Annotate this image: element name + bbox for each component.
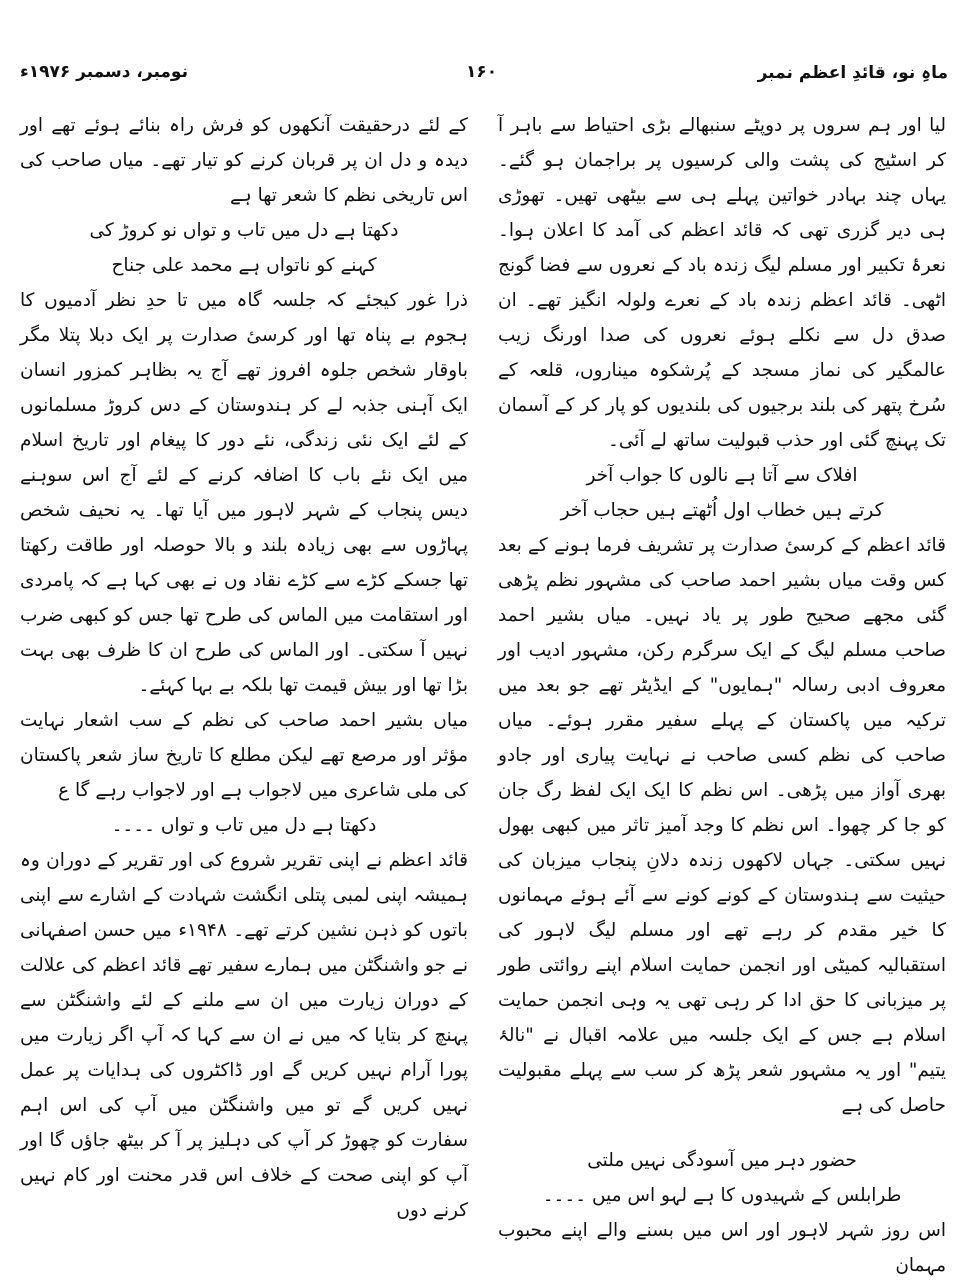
verse-line: دکھتا ہے دل میں تاب و تواں نو کروڑ کی xyxy=(89,220,399,241)
verse-line: کرتے ہیں خطاب اول اُٹھتے ہیں حجاب آخر xyxy=(560,500,884,521)
verse-line: دکھتا ہے دل میں تاب و تواں ۔۔۔۔ xyxy=(111,815,377,836)
paragraph: کے لئے درحقیقت آنکھوں کو فرش راہ بنائے ہوئے تھے اور دیدہ و دل ان پر قربان کرنے کو تیار تھے۔ میاں صاحب کی اس تاریخی نظم کا شعر تھا ہے xyxy=(20,115,468,206)
verse-line: حضور دہر میں آسودگی نہیں ملتی xyxy=(587,1150,857,1171)
page-number: ۱۶۰ xyxy=(466,62,498,82)
paragraph: قائد اعظم کے کرسیٔ صدارت پر تشریف فرما ہونے کے بعد کس وقت میاں بشیر احمد صاحب کی مشہور نظم پڑھی گئی مجھے صحیح طور پر یاد نہیں۔ میاں بشیر احمد صاحب مسلم لیگ کے ایک سرگرم رکن، مشہور ادیب اور معروف ادبی رسالہ "ہمایوں" کے ایڈیٹر تھے جو بعد میں ترکیہ میں پاکستان کے پہلے سفیر مقرر ہوئے۔ میاں صاحب کی نظم کسی صاحب نے نہایت پیاری اور جادو بھری آواز میں پڑھی۔ اس نظم کا ایک ایک لفظ رگ جان کو جا کر چھوا۔ اس نظم کا وجد آمیز تاثر میں کبھی بھول نہیں سکتی۔ جہاں لاکھوں زندہ دلانِ پنجاب میزبان کی حیثیت سے ہندوستان کے کونے کونے سے آئے ہوئے مہمانوں کا خیر مقدم کر رہے تھے اور مسلم لیگ لاہور کی استقبالیہ کمیٹی اور انجمن حمایت اسلام اپنے روائتی طور پر میزبانی کا حق ادا کر رہی تھی یہ وہی انجمن حمایت اسلام ہے جس کے ایک جلسہ میں علامہ اقبال نے "نالۂ یتیم" اور یہ مشہور شعر پڑھ کر سب سے پہلے مقبولیت حاصل کی ہے xyxy=(498,535,946,1116)
right-column xyxy=(498,108,946,1283)
verse-line: طرابلس کے شہیدوں کا ہے لہو اس میں ۔۔۔۔ xyxy=(542,1185,902,1206)
paragraph: اس روز شہر لاہور اور اس میں بسنے والے اپنے محبوب مہمان xyxy=(498,1220,946,1276)
paragraph: قائد اعظم نے اپنی تقریر شروع کی اور تقریر کے دوران وہ ہمیشہ اپنی لمبی پتلی انگشت شہادت کے اشارے سے اپنی باتوں کو ذہن نشین کرتے تھے۔ ۱۹۴۸ء میں حسن اصفہانی نے جو واشنگٹن میں ہمارے سفیر تھے قائد اعظم کی علالت کے دوران زیارت میں ان سے ملنے کے لئے واشنگٹن سے پہنچ کر بتایا کہ میں نے ان سے کہا کہ آپ اگر زیارت میں پورا آرام نہیں کریں گے اور ڈاکٹروں کی ہدایات پر عمل نہیں کریں گے تو میں واشنگٹن میں آپ کی اس اہم سفارت کو چھوڑ کر آپ کی دہلیز پر آ کر بیٹھ جاؤں گا اور آپ کو اپنی صحت کے خلاف اس قدر محنت اور کام نہیں کرنے دوں xyxy=(20,850,468,1221)
verse-line: کہنے کو ناتواں ہے محمد علی جناح xyxy=(111,255,377,276)
paragraph: میاں بشیر احمد صاحب کی نظم کے سب اشعار نہایت مؤثر اور مرصع تھے لیکن مطلع کا تاریخ ساز شعر پاکستان کی ملی شاعری میں لاجواب ہے اور لاجواب رہے گا ع xyxy=(20,710,468,801)
running-title: ماہِ نو، قائدِ اعظم نمبر xyxy=(757,63,948,83)
paragraph: ذرا غور کیجئے کہ جلسہ گاہ میں تا حدِ نظر آدمیوں کا ہجوم بے پناہ تھا اور کرسیٔ صدارت پر ایک دبلا پتلا مگر باوقار شخص جلوہ افروز تھے آج یہ بظاہر کمزور انسان ایک آہنی جذبہ لے کر ہندوستان کے دس کروڑ مسلمانوں کے لئے ایک نئی زندگی، نئے دور کا پیغام اور تاریخ اسلام میں ایک نئے باب کا اضافہ کرنے کے لئے آج اس سوہنے دیس پنجاب کے شہر لاہور میں آیا تھا۔ یہ نحیف شخص پہاڑوں سے بھی زیادہ بلند و بالا حوصلہ اور طاقت رکھتا تھا جسکے کڑے سے کڑے نقاد وں نے بھی کہا ہے کہ پامردی اور استقامت میں الماس کی طرح تھا جس کو کبھی ضرب نہیں آ سکتی۔ اور الماس کی طرح ان کا ظرف بھی بہت بڑا تھا اور بیش قیمت تھا بلکہ بے بہا کہئے۔ xyxy=(20,290,468,696)
paragraph: لیا اور ہم سروں پر دوپٹے سنبھالے بڑی احتیاط سے باہر آ کر اسٹیج کی پشت والی کرسیوں پر براجمان ہو گئے۔ یہاں چند بہادر خواتین پہلے ہی سے بیٹھی تھیں۔ تھوڑی ہی دیر گزری تھی کہ قائد اعظم کی آمد کا اعلان ہوا۔ نعرۂ تکبیر اور مسلم لیگ زندہ باد کے نعروں سے فضا گونج اٹھی۔ قائد اعظم زندہ باد کے نعرے ولولہ انگیز تھے۔ ان صدق دل سے نکلے ہوئے نعروں کی صدا اورنگ زیب عالمگیر کی نماز مسجد کے پُرشکوہ میناروں، قلعہ کے سُرخ پتھر کی بلند برجیوں کی بلندیوں کو پار کر کے آسمان تک پہنچ گئی اور حذب قبولیت ساتھ لے آئی۔ xyxy=(498,115,946,451)
left-column xyxy=(20,108,468,1228)
issue-date: نومبر، دسمبر ۱۹۷۶ء xyxy=(20,62,188,82)
verse-line: افلاک سے آتا ہے نالوں کا جواب آخر xyxy=(586,465,858,486)
